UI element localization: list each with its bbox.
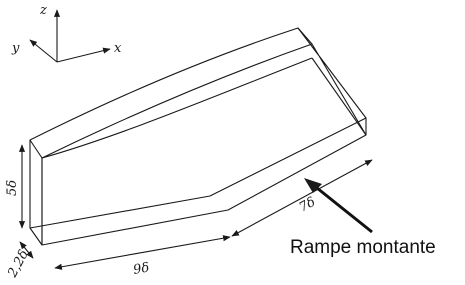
ramp-length-dimension-label: 7δ bbox=[296, 194, 319, 216]
right-end-edge bbox=[312, 58, 366, 135]
x-axis-label: x bbox=[114, 41, 122, 56]
y-axis-arrow bbox=[30, 40, 57, 62]
flat-length-dimension-label: 9δ bbox=[132, 260, 151, 278]
y-axis-label: y bbox=[12, 41, 20, 56]
bottom-back-edge bbox=[30, 118, 366, 228]
dimension-width bbox=[5, 242, 33, 281]
width-dimension-label: 2,2δ bbox=[5, 247, 32, 280]
dimension-ramp-length bbox=[232, 160, 372, 236]
callout-arrow-line bbox=[312, 184, 372, 232]
dimension-height bbox=[5, 145, 22, 228]
callout-label: Rampe montante bbox=[290, 237, 436, 258]
height-dimension-label: 5δ bbox=[5, 179, 20, 196]
coordinate-axes bbox=[11, 3, 122, 62]
ramp-block bbox=[30, 28, 366, 245]
ramp-callout bbox=[290, 178, 436, 258]
right-end-face bbox=[298, 28, 366, 135]
z-axis-label: z bbox=[40, 3, 47, 18]
front-face bbox=[30, 140, 42, 245]
ramp-length-dimension-arrow bbox=[232, 160, 372, 236]
top-surface-front-edge bbox=[30, 28, 312, 158]
dimension-flat-length bbox=[55, 237, 230, 278]
x-axis-arrow bbox=[57, 49, 110, 62]
